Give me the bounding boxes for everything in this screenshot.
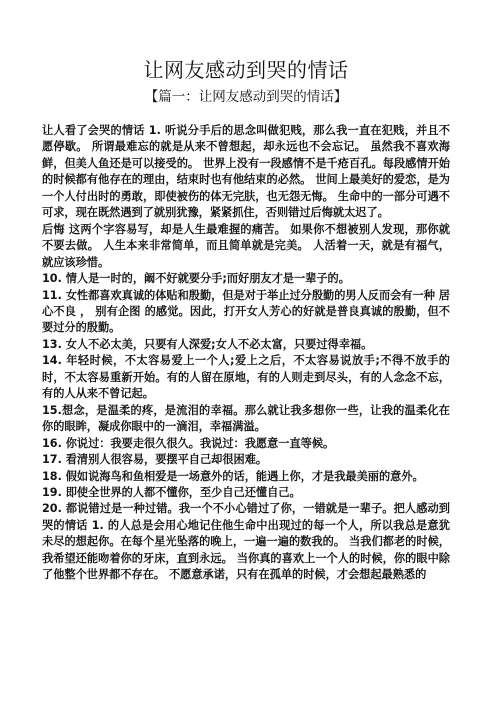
paragraph-11: 19. 即使全世界的人都不懂你，至少自己还懂自己。: [42, 485, 301, 499]
paragraph-8: 16. 你说过：我要走很久很久。我说过：我愿意一直等候。: [42, 436, 335, 450]
paragraph-10: 18. 假如说海鸟和鱼相爱是一场意外的话，能遇上你，才是我最美丽的意外。: [42, 469, 424, 483]
document-subtitle: 【篇一：让网友感动到哭的情话】: [144, 89, 348, 105]
document-title: 让网友感动到哭的情话: [143, 58, 349, 82]
paragraph-6: 14. 年轻时候，不太容易爱上一个人;爱上之后，不太容易说放手;不得不放手的时，不太容易重新开始。有的人留在原地，有的人则走到尽头，有的人念念不忘，有的人从来不曾记起。: [42, 354, 450, 401]
paragraph-4: 11. 女性都喜欢真诚的体贴和殷勤，但是对于举止过分殷勤的男人反而会有一种 居心不良 ， 别有企图 的感觉。因此，打开女人芳心的好就是普良真诚的殷勤，但不要过分的殷勤。: [42, 288, 450, 335]
paragraph-3: 10. 情人是一时的，阚不好就要分手;而好朋友才是一辈子的。: [42, 272, 350, 286]
paragraph-7: 15.想念，是温柔的疼，是流泪的幸福。那么就让我多想你一些，让我的温柔化在你的眼眸，凝成你眼中的一滴泪，幸福满溢。: [42, 403, 450, 434]
paragraph-9: 17. 看清别人很容易，要摆平自己却很困难。: [42, 453, 268, 467]
paragraph-2: 后悔 这两个字容易写，却是人生最难握的痛苦。 如果你不想被别人发现，那你就不要去做。 人生本来非常简单，而且简单就是完美。 人活着一天，就是有福气，就应该珍惜。: [42, 222, 450, 269]
paragraph-12: 20. 都说错过是一种过错。我一个不小心错过了你，一错就是一辈子。把人感动到哭的情话 1. 的人总是会用心地记住他生命中出现过的每一个人，所以我总是意犹未尽的想起你。在每个星光坠落的晚上，一遍一遍的数我的。 当我们都老的时候，我希望还能吻着你的牙床，直到永远。 当你真的喜欢上一个人的时候，你的眼中除了他整个世界都不存在。 不愿意承诺，只有在孤单的时候，才会想起最熟悉的: [42, 502, 450, 582]
paragraph-1: 让人看了会哭的情话 1. 听说分手后的思念叫做犯贱，那么我一直在犯贱，并且不愿停歇。 所谓最难忘的就是从来不曾想起，却永远也不会忘记。 虽然我不喜欢海鲜，但美人鱼还是可以接受的。 世界上没有一段感情不是千疮百孔。每段感情开始的时候都有他存在的理由，结束时也有他结束的必然。 世间上最美好的爱恋，是为一个人付出时的勇敢，即使被伤的体无完肤，也无怨无悔。 生命中的一部分可遇不可求，现在既然遇到了就别犹豫，紧紧抓住，否则错过后悔就太迟了。: [42, 124, 450, 220]
document-body: [42, 123, 450, 584]
paragraph-5: 13. 女人不必太美，只要有人深爱;女人不必太富，只要过得幸福。: [42, 337, 373, 351]
